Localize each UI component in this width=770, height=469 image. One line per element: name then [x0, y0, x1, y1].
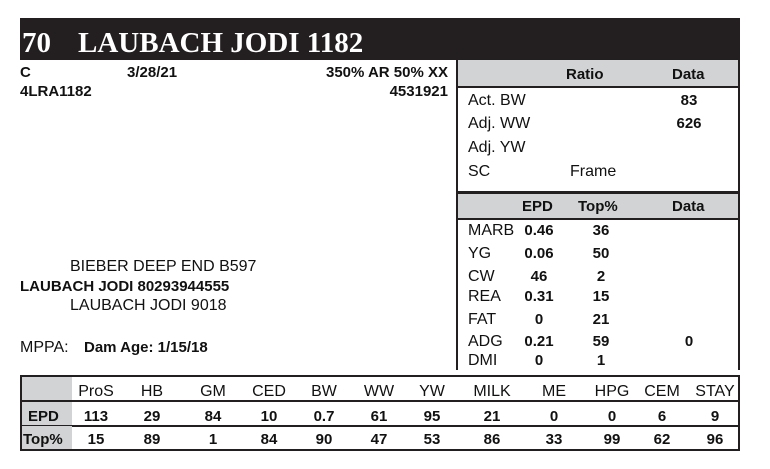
column-header-ced: CED — [252, 383, 286, 400]
epd-value-hpg: 0 — [607, 408, 617, 425]
epd-row-label: EPD — [28, 408, 59, 425]
dmi-top: 1 — [596, 352, 606, 369]
adg-data: 0 — [684, 333, 694, 350]
top-value-hpg: 99 — [603, 431, 621, 448]
adj-yw-label: Adj. YW — [468, 139, 526, 156]
act-bw-label: Act. BW — [468, 92, 526, 109]
lot-number: 70 — [22, 27, 51, 59]
marb-label: MARB — [468, 222, 515, 239]
breed-composition: 350% AR 50% XX — [325, 64, 448, 81]
column-header-stay: STAY — [695, 383, 735, 400]
top-value-yw: 53 — [423, 431, 441, 448]
sex-code: C — [20, 64, 31, 81]
epd-value-stay: 9 — [710, 408, 720, 425]
column-header-me: ME — [542, 383, 566, 400]
animal-full-name: LAUBACH JODI 80293944555 — [20, 278, 230, 295]
top-value-ww: 47 — [370, 431, 388, 448]
fat-label: FAT — [468, 311, 497, 328]
birth-date: 3/28/21 — [127, 64, 178, 81]
top-value-cem: 62 — [653, 431, 671, 448]
epd-column-header: EPD — [522, 198, 553, 215]
epd-value-gm: 84 — [204, 408, 222, 425]
adg-epd: 0.21 — [524, 333, 554, 350]
top-value-me: 33 — [545, 431, 563, 448]
yg-epd: 0.06 — [524, 245, 554, 262]
column-header-cem: CEM — [644, 383, 680, 400]
yg-label: YG — [468, 245, 492, 262]
data-column-header: Data — [672, 66, 705, 83]
adj-ww-label: Adj. WW — [468, 115, 531, 132]
marb-epd: 0.46 — [524, 222, 554, 239]
cw-label: CW — [468, 268, 495, 285]
rea-epd: 0.31 — [524, 288, 554, 305]
epd-value-ww: 61 — [370, 408, 388, 425]
dmi-epd: 0 — [534, 352, 544, 369]
adj-ww-data: 626 — [676, 115, 702, 132]
adg-label: ADG — [468, 333, 503, 350]
column-header-gm: GM — [200, 383, 226, 400]
cw-epd: 46 — [530, 268, 548, 285]
column-header-bw: BW — [311, 383, 337, 400]
epd-value-milk: 21 — [483, 408, 501, 425]
rea-label: REA — [468, 288, 501, 305]
top-value-milk: 86 — [483, 431, 501, 448]
row-divider — [72, 425, 738, 427]
epd-value-pros: 113 — [83, 408, 109, 425]
epd-value-cem: 6 — [657, 408, 667, 425]
column-header-pros: ProS — [78, 383, 114, 400]
top-value-hb: 89 — [143, 431, 161, 448]
column-header-hpg: HPG — [594, 383, 630, 400]
sc-label: SC — [468, 163, 491, 180]
top-value-pros: 15 — [87, 431, 105, 448]
dmi-label: DMI — [468, 352, 498, 369]
top-row-label: Top% — [23, 431, 63, 448]
ratio-column-header: Ratio — [566, 66, 604, 83]
top-value-ced: 84 — [260, 431, 278, 448]
column-header-ww: WW — [363, 383, 395, 400]
cw-top: 2 — [596, 268, 606, 285]
rea-top: 15 — [592, 288, 610, 305]
tattoo: 4LRA1182 — [20, 83, 92, 100]
top-value-stay: 96 — [706, 431, 724, 448]
animal-name-title: LAUBACH JODI 1182 — [78, 27, 364, 59]
ratio-header — [458, 60, 738, 88]
lot-header — [20, 18, 740, 60]
column-header-milk: MILK — [473, 383, 511, 400]
mppa-label: MPPA: — [20, 339, 69, 356]
yg-top: 50 — [592, 245, 610, 262]
fat-epd: 0 — [534, 311, 544, 328]
epd-value-yw: 95 — [423, 408, 441, 425]
column-header-yw: YW — [419, 383, 445, 400]
epd-value-hb: 29 — [143, 408, 161, 425]
fat-top: 21 — [592, 311, 610, 328]
epd-value-me: 0 — [549, 408, 559, 425]
dam-age: Dam Age: 1/15/18 — [84, 339, 208, 356]
epd-header — [458, 191, 738, 220]
performance-panel — [456, 60, 740, 370]
top-value-gm: 1 — [208, 431, 218, 448]
registration-number: 4531921 — [389, 83, 448, 100]
top-value-bw: 90 — [315, 431, 333, 448]
marb-top: 36 — [592, 222, 610, 239]
row-divider-side — [22, 425, 72, 426]
act-bw-data: 83 — [680, 92, 698, 109]
epd-table — [20, 375, 740, 451]
dam-name: LAUBACH JODI 9018 — [70, 297, 227, 314]
sire-name: BIEBER DEEP END B597 — [70, 258, 257, 275]
epd-value-ced: 10 — [260, 408, 278, 425]
top-column-header: Top% — [578, 198, 618, 215]
frame-label: Frame — [570, 163, 617, 180]
epd-value-bw: 0.7 — [313, 408, 335, 425]
adg-top: 59 — [592, 333, 610, 350]
column-header-hb: HB — [140, 383, 164, 400]
data-column-header-2: Data — [672, 198, 705, 215]
